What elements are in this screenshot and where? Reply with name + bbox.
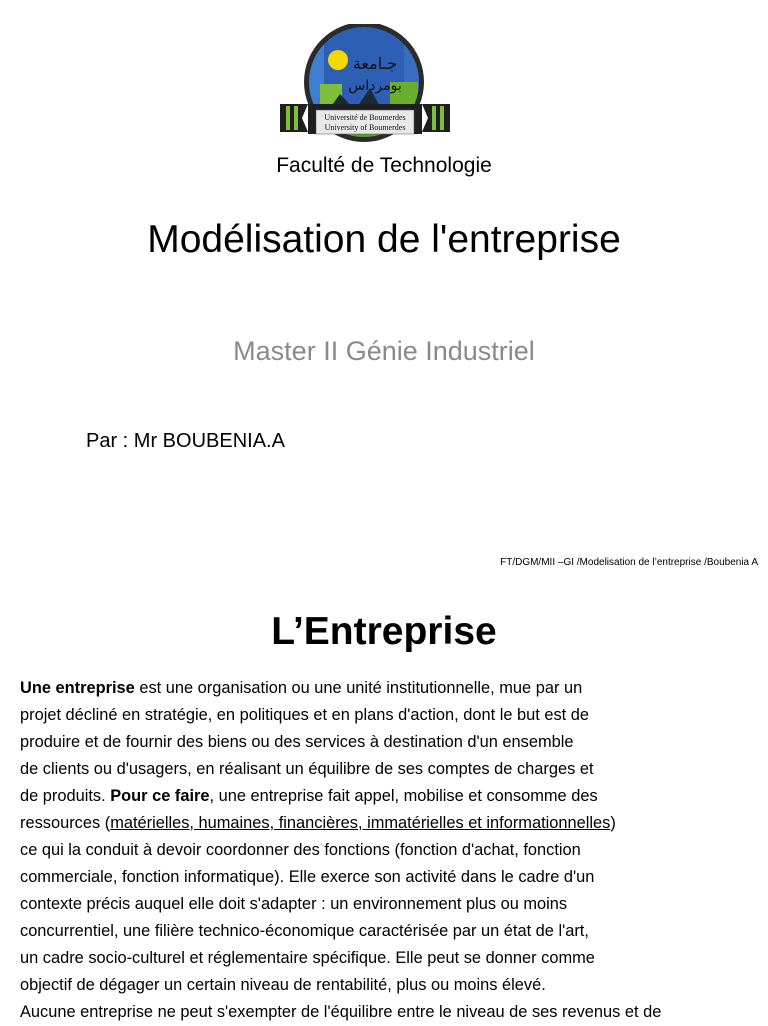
line-text: de produits. <box>20 787 111 805</box>
line-text: objectif de dégager un certain niveau de rentabilité, plus ou moins élevé. <box>20 976 546 994</box>
line-text: ce qui la conduit à devoir coordonner des fonctions (fonction d'achat, fonction <box>20 841 581 859</box>
paragraph-line <box>20 810 750 837</box>
paragraph-line <box>20 918 750 945</box>
line-text: un cadre socio-culturel et réglementaire spécifique. Elle peut se donner comme <box>20 949 595 967</box>
line-text: commerciale, fonction informatique). Elle exerce son activité dans le cadre d'un <box>20 868 595 886</box>
logo-label-en: University of Boumerdes <box>324 123 406 132</box>
paragraph-line <box>20 972 750 999</box>
author-line: Par : Mr BOUBENIA.A <box>86 430 285 452</box>
line-text: est une organisation ou une unité institutionnelle, mue par un <box>134 679 583 697</box>
underlined-resources: matérielles, humaines, financières, immatérielles et informationnelles <box>110 814 611 832</box>
line-text: de clients ou d'usagers, en réalisant un équilibre de ses comptes de charges et <box>20 760 594 778</box>
line-text: ) <box>610 814 616 832</box>
paragraph-line <box>20 702 750 729</box>
logo-label-fr: Université de Boumerdes <box>324 113 406 122</box>
line-text: , une entreprise fait appel, mobilise et consomme des <box>209 787 598 805</box>
line-text: ressources ( <box>20 814 111 832</box>
paragraph-line <box>20 729 750 756</box>
presentation-title: Modélisation de l'entreprise <box>147 218 621 261</box>
line-text: contexte précis auquel elle doit s'adapter : un environnement plus ou moins <box>20 895 568 913</box>
bold-term: Une entreprise <box>20 679 135 697</box>
line-text: Aucune entreprise ne peut s'exempter de l'équilibre entre le niveau de ses revenus et de <box>20 1003 662 1021</box>
paragraph-line <box>20 756 750 783</box>
faculty-name: Faculté de Technologie <box>276 154 492 177</box>
bold-term: Pour ce faire <box>110 787 210 805</box>
logo-arabic-line1: جـامعة <box>352 54 398 73</box>
paragraph-line <box>20 783 750 810</box>
paragraph-line <box>20 837 750 864</box>
paragraph-line <box>20 891 750 918</box>
presentation-subtitle: Master II Génie Industriel <box>233 336 535 366</box>
content-slide <box>0 580 768 1024</box>
logo-arabic-line2: بومرداس <box>348 78 402 94</box>
paragraph-line <box>20 675 750 702</box>
paragraph-line <box>20 864 750 891</box>
slide-footer: FT/DGM/MII –GI /Modelisation de l’entreprise /Boubenia A <box>500 557 758 568</box>
paragraph-line <box>20 999 750 1026</box>
slide-heading: L’Entreprise <box>271 610 497 653</box>
university-logo <box>280 24 450 144</box>
paragraph-line <box>20 945 750 972</box>
line-text: produire et de fournir des biens ou des services à destination d'un ensemble <box>20 733 574 751</box>
line-text: concurrentiel, une filière technico-économique caractérisée par un état de l'art, <box>20 922 589 940</box>
line-text: projet décliné en stratégie, en politiques et en plans d'action, dont le but est de <box>20 706 589 724</box>
definition-paragraph <box>20 675 750 1026</box>
